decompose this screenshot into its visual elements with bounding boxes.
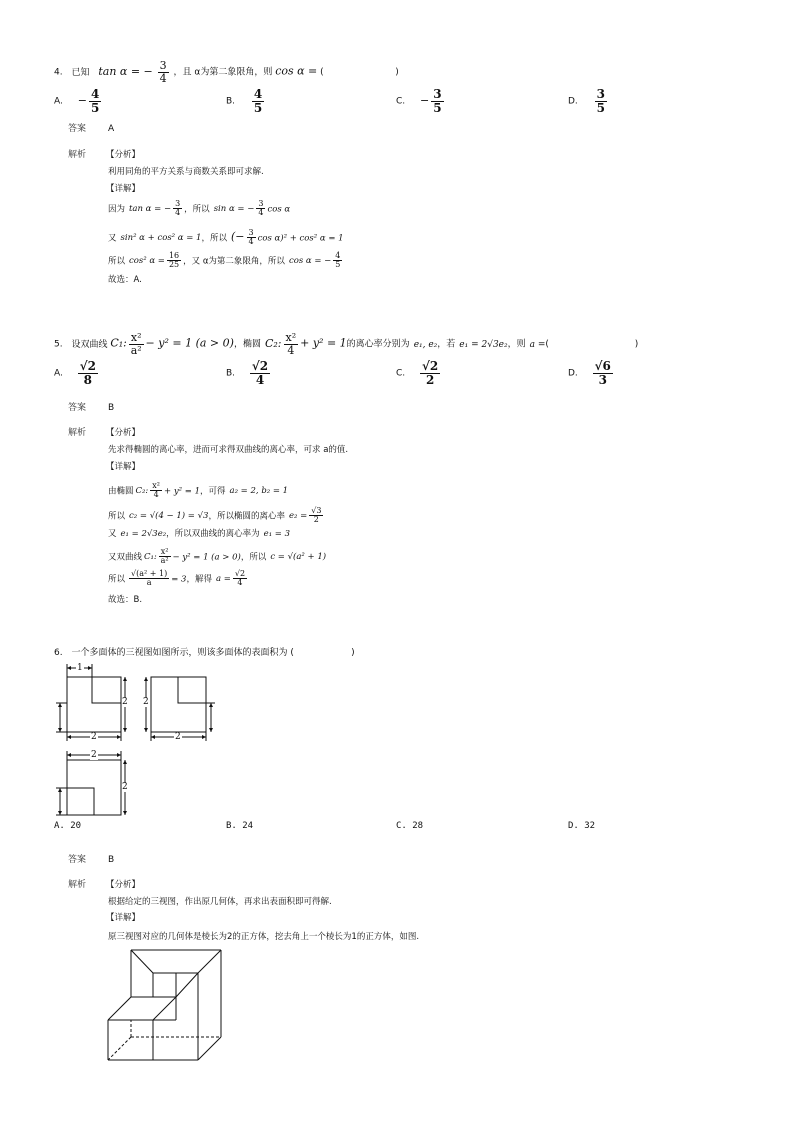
q5-answer-label: 答案 xyxy=(68,403,87,413)
side-dim-2-bottom: 2 xyxy=(175,732,181,742)
q5-line-2: 由椭圆 C₂: $\frac{\text{x²}}{4}$ + y² = 1，可得 a₂ = 2, b₂ = 1 xyxy=(108,481,289,500)
q4-option-c: C. − $\frac{3}{5}$ xyxy=(396,87,442,115)
q4-fenxi: 【分析】 xyxy=(106,150,141,160)
q5-line-1: 先求得椭圆的离心率，进而可求得双曲线的离心率，可求 a的值. xyxy=(108,445,349,455)
q4-option-d: D. $\frac{3}{5}$ xyxy=(568,87,606,115)
q4-stem-b: ，且 α为第二象限角，则 xyxy=(173,67,273,78)
q5-line-5: 又双曲线 C₁: $\frac{\text{x²}}{\text{a²}}$ − y² = 1 (a > 0)，所以 c = √(a² + 1) xyxy=(108,547,327,566)
q6-xiangjie: 【详解】 xyxy=(106,913,141,923)
q6-line-1: 根据给定的三视图，作出原几何体，再求出表面积即可得解. xyxy=(108,897,332,907)
q5-line-6: 所以 $\frac{\text{√(a² + 1)}}{a}$ = 3，解得 a = $\frac{√2}{4}$ xyxy=(108,569,246,588)
q6-answer: B xyxy=(108,855,115,865)
q4-paren: ( ) xyxy=(320,67,399,78)
q4-cos-expr: cos α = xyxy=(275,64,318,78)
q6-fenxi: 【分析】 xyxy=(106,880,141,890)
q6-stem: 6. 一个多面体的三视图如图所示，则该多面体的表面积为 ( ) xyxy=(54,648,355,658)
q6-option-b: B. 24 xyxy=(226,821,254,831)
side-dim-2-left: 2 xyxy=(143,697,149,707)
front-view xyxy=(56,664,125,741)
q4-xiangjie: 【详解】 xyxy=(106,184,141,194)
q6-option-c: C. 28 xyxy=(396,821,424,831)
q5-xiangjie: 【详解】 xyxy=(106,462,141,472)
q4-analysis-label: 解析 xyxy=(68,150,87,160)
q5-option-c: C. $\frac{√2}{2}$ xyxy=(396,359,439,387)
q4-stem-a: 已知 xyxy=(71,67,90,78)
q4-line-1: 利用同角的平方关系与商数关系即可求解. xyxy=(108,167,264,177)
q4-number: 4. xyxy=(54,67,63,78)
q5-answer: B xyxy=(108,403,115,413)
q4-option-a: A. − $\frac{4}{5}$ xyxy=(54,87,100,115)
q5-line-4: 又 e₁ = 2√3e₂，所以双曲线的离心率为 e₁ = 3 xyxy=(108,529,291,539)
q5-option-a: A. $\frac{√2}{8}$ xyxy=(54,359,96,387)
q5-fenxi: 【分析】 xyxy=(106,428,141,438)
front-dim-1: 1 xyxy=(77,663,83,673)
q6-line-2: 原三视图对应的几何体是棱长为2的正方体，挖去角上一个棱长为1的正方体，如图. xyxy=(108,932,420,942)
q5-line-7: 故选：B. xyxy=(108,595,143,605)
q4-stem xyxy=(54,60,399,84)
q6-option-a: A. 20 xyxy=(54,821,82,831)
q4-answer: A xyxy=(108,124,115,134)
q5-stem: 5. 设双曲线 C₁: $\frac{\text{x²}}{\text{a²}}$ − y² = 1 (a > 0)，椭圆 C₂: $\frac{\text{x²}}{4}$ + y² = 1的离心率分别为 e₁, e₂，若 e₁ = 2√3e₂，则 a =( ) xyxy=(54,331,639,357)
q5-option-d: D. $\frac{√6}{3}$ xyxy=(568,359,611,387)
q4-line-4: 所以 cos² α = $\frac{16}{25}$ ，又 α为第二象限角，所以 cos α = − $\frac{4}{5}$ xyxy=(108,251,341,270)
front-dim-2-right: 2 xyxy=(122,697,128,707)
q4-line-2: 因为 tan α = − $\frac{3}{4}$ ，所以 sin α = − $\frac{3}{4}$ cos α xyxy=(108,199,291,218)
top-dim-2-top: 2 xyxy=(91,750,97,760)
top-view xyxy=(56,751,125,815)
q6-analysis-label: 解析 xyxy=(68,880,87,890)
q4-line-5: 故选：A. xyxy=(108,275,142,285)
q4-line-3: 又 sin² α + cos² α = 1，所以 (− $\frac{3}{4}$ cos α)² + cos² α = 1 xyxy=(108,228,344,247)
top-dim-2-right: 2 xyxy=(122,782,128,792)
q4-tan-expr: tan α = − xyxy=(98,64,153,78)
q6-option-d: D. 32 xyxy=(568,821,596,831)
front-dim-2-bottom: 2 xyxy=(91,732,97,742)
q6-answer-label: 答案 xyxy=(68,855,87,865)
q4-answer-label: 答案 xyxy=(68,124,87,134)
q4-frac: $\frac{3}{4}$ xyxy=(159,59,167,85)
q5-option-b: B. $\frac{√2}{4}$ xyxy=(226,359,269,387)
q5-line-3: 所以 c₂ = √(4 − 1) = √3，所以椭圆的离心率 e₂ = $\frac{√3}{2}$ xyxy=(108,506,322,525)
q5-analysis-label: 解析 xyxy=(68,428,87,438)
q4-option-b: B. $\frac{4}{5}$ xyxy=(226,87,263,115)
